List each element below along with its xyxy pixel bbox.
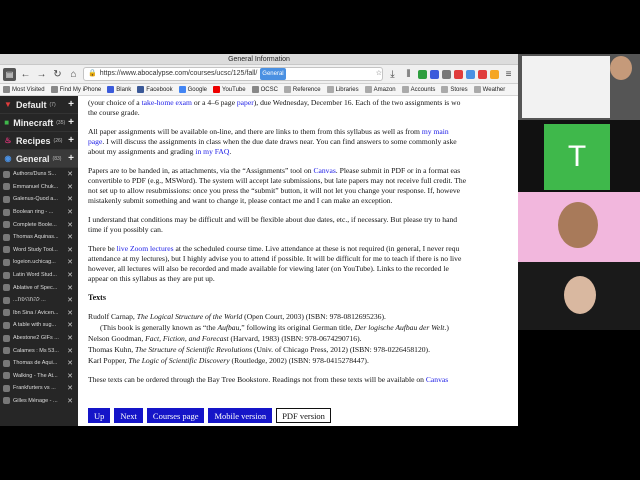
- bookmark-star-icon[interactable]: ☆: [375, 70, 382, 77]
- tab-label: Galenus-Quod a...: [13, 196, 58, 203]
- main-page-link[interactable]: my main: [421, 127, 449, 136]
- paragraph: (your choice of a take-home exam or a 4–6 page paper), due Wednesday, December 16. Each of the two assignments is wo the course grade.: [88, 98, 461, 117]
- tab-label: Ablative of Spec...: [13, 284, 58, 291]
- video-tile[interactable]: [518, 120, 640, 192]
- browser-toolbar: [0, 65, 518, 84]
- favicon-icon: [3, 284, 10, 291]
- folder-icon: [474, 86, 481, 93]
- participant-avatar: T: [544, 124, 610, 190]
- favicon-icon: [3, 385, 10, 392]
- favicon-icon: [3, 171, 10, 178]
- close-icon[interactable]: ✕: [67, 360, 73, 368]
- tab-item[interactable]: [0, 269, 78, 282]
- close-icon[interactable]: ✕: [67, 209, 73, 217]
- favicon-icon: [3, 246, 10, 253]
- tab-label: Complete Boole...: [13, 221, 57, 228]
- youtube-icon: [213, 86, 220, 93]
- tab-item[interactable]: [0, 370, 78, 383]
- extension-icon[interactable]: [490, 70, 499, 79]
- url-group-tag: General: [260, 68, 285, 80]
- bookmark-item[interactable]: YouTube: [213, 86, 246, 93]
- close-icon[interactable]: ✕: [67, 171, 73, 179]
- add-tab-icon[interactable]: +: [68, 135, 74, 146]
- paragraph: All paper assignments will be available on-line, and there are links to them from this syllabus as well as from my main page. I will discuss the assignments in class when the due date draws near. You can find answers to some commonly aske about my assignments and grading in my FAQ.: [88, 127, 457, 156]
- bookmark-icon: [107, 86, 114, 93]
- reference-item: Thomas Kuhn, The Structure of Scientific Revolutions (Univ. of Chicago Press, 2012) (ISBN: 978-0226458120).: [88, 345, 430, 354]
- mobile-version-button[interactable]: Mobile version: [208, 408, 272, 423]
- close-icon[interactable]: ✕: [67, 347, 73, 355]
- group-minecraft[interactable]: ■ Minecraft (35) +: [0, 114, 78, 132]
- extension-icon[interactable]: [454, 70, 463, 79]
- window-title: General Information: [0, 54, 518, 65]
- tab-label: ...להתהיפת ...: [13, 297, 46, 304]
- next-button[interactable]: Next: [114, 408, 143, 423]
- tab-groups-sidebar: [0, 96, 78, 426]
- tab-item[interactable]: [0, 357, 78, 370]
- back-icon[interactable]: ←: [20, 68, 31, 80]
- reference-item: Nelson Goodman, Fact, Fiction, and Forecast (Harvard, 1983) (ISBN: 978-0674290716).: [88, 334, 362, 343]
- bookmark-folder[interactable]: Stores: [441, 86, 467, 93]
- participant-video: [564, 276, 596, 314]
- tab-item[interactable]: [0, 294, 78, 307]
- participant-video: [558, 202, 598, 248]
- cube-icon: ■: [4, 117, 10, 127]
- tab-label: logeion.uchicag...: [13, 259, 56, 266]
- tab-label: Frankfurters vs ...: [13, 385, 56, 392]
- folder-icon: [284, 86, 291, 93]
- close-icon[interactable]: ✕: [67, 272, 73, 280]
- favicon-icon: [3, 221, 10, 228]
- tab-item[interactable]: [0, 231, 78, 244]
- close-icon[interactable]: ✕: [67, 259, 73, 267]
- tab-item[interactable]: [0, 206, 78, 219]
- close-icon[interactable]: ✕: [67, 297, 73, 305]
- tab-item[interactable]: [0, 218, 78, 231]
- participant-video: [610, 56, 632, 80]
- bookmark-folder[interactable]: Accounts: [402, 86, 436, 93]
- bookmark-item[interactable]: OCSC: [252, 86, 278, 93]
- tab-label: Emmanuel Chuk...: [13, 183, 59, 190]
- tab-item[interactable]: [0, 193, 78, 206]
- extension-evernote-icon[interactable]: [418, 70, 427, 79]
- folder-icon: [402, 86, 409, 93]
- video-tile[interactable]: [518, 262, 640, 330]
- extension-icon[interactable]: [466, 70, 475, 79]
- close-icon[interactable]: ✕: [67, 309, 73, 317]
- add-tab-icon[interactable]: +: [68, 153, 74, 164]
- texts-heading: Texts: [88, 293, 106, 302]
- tab-item[interactable]: [0, 307, 78, 320]
- folder-icon: [365, 86, 372, 93]
- bookmark-item[interactable]: Google: [179, 86, 207, 93]
- reference-item: Rudolf Carnap, The Logical Structure of the World (Open Court, 2003) (ISBN: 978-0812695236).: [88, 312, 386, 321]
- tab-label: Ibn Sina / Avicen...: [13, 309, 59, 316]
- video-tile[interactable]: [518, 192, 640, 262]
- tab-label: A table with sug...: [13, 322, 57, 329]
- globe-icon: ◉: [4, 153, 12, 163]
- favicon-icon: [3, 259, 10, 266]
- favicon-icon: [3, 335, 10, 342]
- reference-note: (This book is generally known as “the Aufbau,” following its original German title, Der logische Aufbau der Welt.): [100, 323, 449, 332]
- browser-window: [0, 54, 518, 426]
- close-icon[interactable]: ✕: [67, 372, 73, 380]
- bookmarks-bar: [0, 84, 518, 96]
- tab-item[interactable]: [0, 395, 78, 408]
- faq-link[interactable]: in my FAQ: [195, 147, 230, 156]
- tab-label: Word Study Tool...: [13, 246, 58, 253]
- favicon-icon: [3, 297, 10, 304]
- bookmark-item[interactable]: Facebook: [137, 86, 172, 93]
- favicon-icon: [3, 322, 10, 329]
- canvas-link[interactable]: Canvas: [313, 166, 336, 175]
- bookmark-icon: [3, 86, 10, 93]
- tab-label: Thomas de Aqui...: [13, 360, 58, 367]
- close-icon[interactable]: ✕: [67, 385, 73, 393]
- bookmark-item[interactable]: Blank: [107, 86, 131, 93]
- favicon-icon: [3, 360, 10, 367]
- favicon-icon: [3, 234, 10, 241]
- reference-item: Karl Popper, The Logic of Scientific Discovery (Routledge, 2002) (ISBN: 978-0415278447).: [88, 356, 369, 365]
- tab-label: Boolean ring - ...: [13, 209, 54, 216]
- extension-icon[interactable]: [442, 70, 451, 79]
- whiteboard: [522, 56, 610, 118]
- tab-label: Abestone2 GIFs ...: [13, 335, 59, 342]
- paragraph: Papers are to be handed in, as attachments, via the “Assignments” tool on Canvas. Please submit in PDF or in a format eas convertible to PDF (e.g., MSWord). The system will accept late submissions, but late papers may not receive full credit. The not set up to allow resubmissions: once you press the “submit” button, it will not let you change your response. If, howeve mistakenly submit something and want to change it, please contact me and I can make an exception.: [88, 166, 467, 205]
- close-icon[interactable]: ✕: [67, 183, 73, 191]
- favicon-icon: [3, 397, 10, 404]
- tab-item[interactable]: [0, 319, 78, 332]
- tab-item[interactable]: [0, 168, 78, 181]
- folder-icon: [327, 86, 334, 93]
- bookmark-item[interactable]: Most Visited: [3, 86, 45, 93]
- close-icon[interactable]: ✕: [67, 335, 73, 343]
- bookmark-folder[interactable]: Reference: [284, 86, 321, 93]
- paragraph: There be live Zoom lectures at the scheduled course time. Live attendance at these is not required (in general, I never requ attendance at my lectures), but I highly advise you to attend if possible. It will be difficult for me to teach if there is no live however, all lectures will also be recorded and made available for viewing later (on YouTube). Links to the recorded le appear on this syllabus as they are put up.: [88, 244, 462, 283]
- tab-item[interactable]: [0, 181, 78, 194]
- home-icon[interactable]: ⌂: [70, 68, 77, 80]
- tab-item[interactable]: [0, 382, 78, 395]
- favicon-icon: [3, 272, 10, 279]
- paper-link[interactable]: paper: [236, 98, 254, 107]
- tab-label: Authors/Duns S...: [13, 171, 57, 178]
- menu-icon[interactable]: ≡: [505, 68, 512, 80]
- favicon-icon: [3, 196, 10, 203]
- extension-icon[interactable]: [430, 70, 439, 79]
- zoom-lectures-link[interactable]: live Zoom lectures: [116, 244, 174, 253]
- utensils-icon: ♨: [4, 135, 12, 145]
- bookmark-icon: ▼: [4, 99, 12, 109]
- close-icon[interactable]: ✕: [67, 322, 73, 330]
- download-icon[interactable]: ⤓: [390, 68, 395, 80]
- close-icon[interactable]: ✕: [67, 196, 73, 204]
- bookmark-folder[interactable]: Weather: [474, 86, 506, 93]
- page-nav: [88, 408, 331, 423]
- tab-item[interactable]: [0, 256, 78, 269]
- tab-list: [0, 168, 78, 407]
- lock-icon: 🔒: [88, 70, 97, 77]
- page-content: [80, 96, 518, 426]
- library-icon[interactable]: ⫴: [406, 68, 411, 80]
- paragraph: These texts can be ordered through the Bay Tree Bookstore. Readings not from these texts will be available on Canvas: [88, 375, 449, 384]
- forward-icon[interactable]: →: [36, 68, 47, 80]
- canvas-link[interactable]: Canvas: [425, 375, 449, 384]
- add-tab-icon[interactable]: +: [68, 117, 74, 128]
- courses-page-button[interactable]: Courses page: [147, 408, 205, 423]
- close-icon[interactable]: ✕: [67, 234, 73, 242]
- paragraph: I understand that conditions may be difficult and will be flexible about due dates, etc., if necessary. But please try to hand time if you possibly can.: [88, 215, 458, 234]
- group-general[interactable]: ◉ General (83) +: [0, 150, 78, 168]
- up-button[interactable]: Up: [88, 408, 110, 423]
- take-home-exam-link[interactable]: take-home exam: [141, 98, 192, 107]
- group-default[interactable]: ▼ Default (7) +: [0, 96, 78, 114]
- url-text: https://www.abocalypse.com/courses/ucsc/125/fall/: [99, 70, 258, 77]
- tab-label: Gilles Ménage - ...: [13, 397, 58, 404]
- favicon-icon: [3, 209, 10, 216]
- folder-icon: [441, 86, 448, 93]
- facebook-icon: [137, 86, 144, 93]
- bookmark-folder[interactable]: Libraries: [327, 86, 359, 93]
- bookmark-icon: [252, 86, 259, 93]
- favicon-icon: [3, 347, 10, 354]
- tab-item[interactable]: [0, 344, 78, 357]
- add-tab-icon[interactable]: +: [68, 99, 74, 110]
- group-recipes[interactable]: ♨ Recipes (26) +: [0, 132, 78, 150]
- bookmark-folder[interactable]: Amazon: [365, 86, 396, 93]
- reload-icon[interactable]: ↻: [53, 68, 62, 80]
- close-icon[interactable]: ✕: [67, 221, 73, 229]
- tab-label: Latin Word Stud...: [13, 272, 57, 279]
- tab-label: Walking - The At...: [13, 372, 58, 379]
- close-icon[interactable]: ✕: [67, 397, 73, 405]
- google-icon: [179, 86, 186, 93]
- bookmark-icon: [51, 86, 58, 93]
- tab-item[interactable]: [0, 244, 78, 257]
- video-tile[interactable]: [518, 54, 640, 120]
- tab-label: Thomas Aquinas...: [13, 234, 59, 241]
- pdf-version-button[interactable]: PDF version: [276, 408, 331, 423]
- url-bar[interactable]: [83, 67, 383, 81]
- extension-icon[interactable]: [478, 70, 487, 79]
- tab-item[interactable]: [0, 281, 78, 294]
- tab-item[interactable]: [0, 332, 78, 345]
- close-icon[interactable]: ✕: [67, 246, 73, 254]
- tab-label: Calames : Ms 53...: [13, 347, 59, 354]
- favicon-icon: [3, 183, 10, 190]
- favicon-icon: [3, 309, 10, 316]
- sidebar-toggle-icon[interactable]: ▤: [3, 68, 16, 81]
- favicon-icon: [3, 372, 10, 379]
- bookmark-item[interactable]: Find My iPhone: [51, 86, 102, 93]
- close-icon[interactable]: ✕: [67, 284, 73, 292]
- main-page-link[interactable]: page: [88, 137, 103, 146]
